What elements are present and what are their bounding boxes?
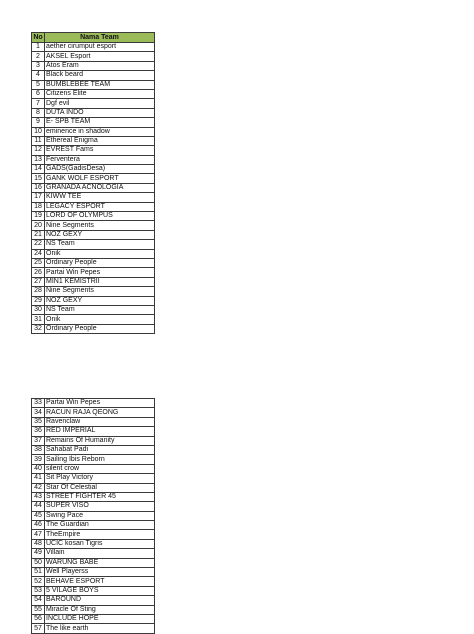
table-row: [32, 315, 155, 324]
table-row: [32, 268, 155, 277]
row-number: 21: [32, 230, 45, 239]
team-name: SUPER VISO: [45, 502, 155, 511]
table-row: [32, 146, 155, 155]
team-name: EVREST Fams: [45, 146, 155, 155]
table-row: [32, 445, 155, 454]
row-number: 15: [32, 174, 45, 183]
team-name: UCIC kosan Tigris: [45, 539, 155, 548]
row-number: 34: [32, 408, 45, 417]
table-row: [32, 221, 155, 230]
row-number: 41: [32, 474, 45, 483]
table-row: [32, 230, 155, 239]
row-number: 43: [32, 492, 45, 501]
team-name: GANK WOLF ESPORT: [45, 174, 155, 183]
table-row: [32, 136, 155, 145]
row-number: 19: [32, 212, 45, 221]
row-number: 36: [32, 427, 45, 436]
table-row: [32, 464, 155, 473]
row-number: 54: [32, 596, 45, 605]
row-number: 48: [32, 539, 45, 548]
table-row: [32, 558, 155, 567]
table-row: [32, 605, 155, 614]
team-name: LEGACY ESPORT: [45, 202, 155, 211]
table-row: [32, 596, 155, 605]
team-name: E- SPB TEAM: [45, 118, 155, 127]
row-number: 55: [32, 605, 45, 614]
table-row: [32, 118, 155, 127]
team-name: Nine Segments: [45, 221, 155, 230]
header-team-name: Nama Team: [45, 33, 155, 43]
team-name: Nine Segments: [45, 287, 155, 296]
table-row: [32, 89, 155, 98]
team-name: eminence in shadow: [45, 127, 155, 136]
table-row: [32, 568, 155, 577]
row-number: 39: [32, 455, 45, 464]
team-name: MIN1 KEMISTRII: [45, 277, 155, 286]
team-name: NS Team: [45, 305, 155, 314]
row-number: 50: [32, 558, 45, 567]
header-no: No: [33, 33, 43, 41]
team-name: Partai Win Pepes: [45, 399, 155, 408]
team-name: Onik: [45, 249, 155, 258]
row-number: 51: [32, 568, 45, 577]
team-name: DUTA INDO: [45, 108, 155, 117]
row-number: 7: [32, 99, 45, 108]
row-number: 42: [32, 483, 45, 492]
table-row: [32, 202, 155, 211]
team-name: Onik: [45, 315, 155, 324]
table-row: [32, 427, 155, 436]
row-number: 10: [32, 127, 45, 136]
team-name: Atos Eram: [45, 61, 155, 70]
table-row: [32, 324, 155, 333]
row-number: 37: [32, 436, 45, 445]
table-row: [32, 52, 155, 61]
table-row: [32, 614, 155, 623]
team-name: Ordinary People: [45, 258, 155, 267]
row-number: 38: [32, 445, 45, 454]
team-name: RACUN RAJA QEONG: [45, 408, 155, 417]
row-number: 22: [32, 240, 45, 249]
table-row: [32, 43, 155, 52]
team-name: LORD OF OLYMPUS: [45, 212, 155, 221]
table-row: [32, 436, 155, 445]
table-row: [32, 174, 155, 183]
table-row: [32, 287, 155, 296]
team-name: STREET FIGHTER 45: [45, 492, 155, 501]
row-number: 4: [32, 71, 45, 80]
table-row: [32, 417, 155, 426]
row-number: 35: [32, 417, 45, 426]
table-header-row: [32, 33, 155, 43]
row-number: 11: [32, 136, 45, 145]
team-name: Sit Play Victory: [45, 474, 155, 483]
team-name: INCLUDE HOPE: [45, 614, 155, 623]
table-row: [32, 530, 155, 539]
row-number: 20: [32, 221, 45, 230]
row-number: 57: [32, 624, 45, 633]
table-row: [32, 212, 155, 221]
row-number: 14: [32, 165, 45, 174]
row-number: 5: [32, 80, 45, 89]
table-row: [32, 539, 155, 548]
row-number: 17: [32, 193, 45, 202]
team-name: NOZ GEXY: [45, 230, 155, 239]
row-number: 18: [32, 202, 45, 211]
row-number: 30: [32, 305, 45, 314]
row-number: 24: [32, 249, 45, 258]
row-number: 46: [32, 521, 45, 530]
team-name: BAROUND: [45, 596, 155, 605]
team-name: Black beard: [45, 71, 155, 80]
team-name: AKSEL Esport: [45, 52, 155, 61]
row-number: 6: [32, 89, 45, 98]
team-name: KIWW TEE: [45, 193, 155, 202]
row-number: 45: [32, 511, 45, 520]
table-row: [32, 455, 155, 464]
table-row: [32, 399, 155, 408]
table-row: [32, 586, 155, 595]
table-row: [32, 277, 155, 286]
table-row: [32, 193, 155, 202]
row-number: 1: [32, 43, 45, 52]
table-row: [32, 80, 155, 89]
team-name: The Guardian: [45, 521, 155, 530]
team-name: 5 VILAGE BOYS: [45, 586, 155, 595]
row-number: 27: [32, 277, 45, 286]
row-number: 44: [32, 502, 45, 511]
table-row: [32, 249, 155, 258]
team-name: TheEmpire: [45, 530, 155, 539]
table-row: [32, 258, 155, 267]
table-row: [32, 521, 155, 530]
team-name: GADS(GadisDesa): [45, 165, 155, 174]
team-name: NS Team: [45, 240, 155, 249]
team-name: Well Playerss: [45, 568, 155, 577]
row-number: 53: [32, 586, 45, 595]
row-number: 2: [32, 52, 45, 61]
row-number: 40: [32, 464, 45, 473]
team-name: Miracle Of Sting: [45, 605, 155, 614]
team-name: Sahabat Padi: [45, 445, 155, 454]
team-name: Ferventera: [45, 155, 155, 164]
table-row: [32, 511, 155, 520]
team-name: Sailing Ibis Reborn: [45, 455, 155, 464]
row-number: 3: [32, 61, 45, 70]
row-number: 56: [32, 614, 45, 623]
row-number: 28: [32, 287, 45, 296]
team-name: Partai Win Pepes: [45, 268, 155, 277]
table-row: [32, 305, 155, 314]
table-row: [32, 474, 155, 483]
table-row: [32, 165, 155, 174]
table-row: [32, 108, 155, 117]
row-number: 12: [32, 146, 45, 155]
row-number: 29: [32, 296, 45, 305]
table-row: [32, 408, 155, 417]
team-table-part-2: [31, 398, 155, 634]
table-row: [32, 155, 155, 164]
team-name: BEHAVE ESPORT: [45, 577, 155, 586]
table-row: [32, 502, 155, 511]
row-number: 31: [32, 315, 45, 324]
team-name: silent crow: [45, 464, 155, 473]
team-name: GRANADA ACNOLOGIA: [45, 183, 155, 192]
team-name: Ethereal Enigma: [45, 136, 155, 145]
team-name: The like earth: [45, 624, 155, 633]
table-row: [32, 99, 155, 108]
row-number: 47: [32, 530, 45, 539]
row-number: 25: [32, 258, 45, 267]
team-name: aether cirumput esport: [45, 43, 155, 52]
table-row: [32, 483, 155, 492]
team-name: NOZ GEXY: [45, 296, 155, 305]
team-name: Villain: [45, 549, 155, 558]
team-name: Star Of Celestial: [45, 483, 155, 492]
table-row: [32, 577, 155, 586]
team-name: BUMBLEBEE TEAM: [45, 80, 155, 89]
row-number: 49: [32, 549, 45, 558]
table-row: [32, 61, 155, 70]
team-name: Citizens Elite: [45, 89, 155, 98]
team-table-part-1: [31, 32, 155, 334]
team-name: Ravenclaw: [45, 417, 155, 426]
table-row: [32, 127, 155, 136]
table-row: [32, 71, 155, 80]
row-number: 13: [32, 155, 45, 164]
team-name: Swing Pace: [45, 511, 155, 520]
row-number: 33: [32, 399, 45, 408]
team-name: Ordinary People: [45, 324, 155, 333]
row-number: 16: [32, 183, 45, 192]
team-name: Remains Of Humanity: [45, 436, 155, 445]
table-row: [32, 549, 155, 558]
table-row: [32, 183, 155, 192]
row-number: 9: [32, 118, 45, 127]
row-number: 8: [32, 108, 45, 117]
team-name: WARUNG BABE: [45, 558, 155, 567]
row-number: 32: [32, 324, 45, 333]
table-row: [32, 240, 155, 249]
table-row: [32, 492, 155, 501]
team-name: RED IMPERIAL: [45, 427, 155, 436]
team-name: Dgf evil: [45, 99, 155, 108]
table-row: [32, 296, 155, 305]
row-number: 26: [32, 268, 45, 277]
row-number: 52: [32, 577, 45, 586]
